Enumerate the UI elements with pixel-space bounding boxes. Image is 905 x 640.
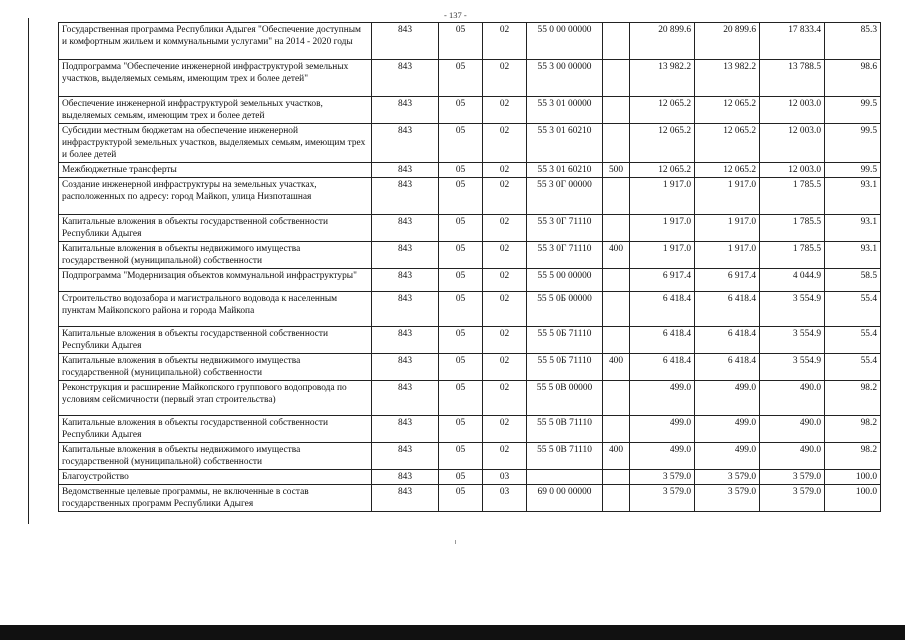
budget-table [58, 22, 881, 512]
cell-planned: 1 917.0 [630, 215, 695, 242]
cell-planned: 499.0 [630, 443, 695, 470]
cell-executed: 1 785.5 [760, 178, 825, 215]
cell-executed: 3 579.0 [760, 485, 825, 512]
cell-planned: 3 579.0 [630, 485, 695, 512]
cell-section: 05 [439, 242, 483, 269]
cell-section: 05 [439, 292, 483, 327]
cell-expense-type [603, 60, 630, 97]
cell-subsection: 03 [483, 485, 527, 512]
cell-ministry: 843 [372, 124, 439, 163]
cell-subsection: 02 [483, 354, 527, 381]
table-row [59, 269, 881, 292]
cell-name: Подпрограмма "Модернизация объектов коммунальной инфраструктуры" [59, 269, 372, 292]
cell-target-article [527, 470, 603, 485]
cell-name: Капитальные вложения в объекты недвижимого имущества государственной (муниципальной) собственности [59, 443, 372, 470]
cell-expense-type [603, 327, 630, 354]
cell-target-article: 55 3 0Г 00000 [527, 178, 603, 215]
cell-executed: 490.0 [760, 416, 825, 443]
cell-expense-type [603, 485, 630, 512]
cell-refined: 6 418.4 [695, 292, 760, 327]
cell-ministry: 843 [372, 23, 439, 60]
cell-name: Капитальные вложения в объекты государственной собственности Республики Адыгея [59, 327, 372, 354]
cell-expense-type [603, 269, 630, 292]
cell-subsection: 02 [483, 327, 527, 354]
cell-planned: 3 579.0 [630, 470, 695, 485]
cell-expense-type [603, 215, 630, 242]
cell-ministry: 843 [372, 269, 439, 292]
table-row [59, 485, 881, 512]
cell-percent: 58.5 [825, 269, 881, 292]
cell-expense-type [603, 381, 630, 416]
cell-expense-type [603, 124, 630, 163]
cell-refined: 499.0 [695, 416, 760, 443]
cell-name: Капитальные вложения в объекты недвижимого имущества государственной (муниципальной) собственности [59, 242, 372, 269]
cell-target-article: 55 3 01 60210 [527, 163, 603, 178]
cell-planned: 12 065.2 [630, 163, 695, 178]
cell-executed: 1 785.5 [760, 242, 825, 269]
cell-ministry: 843 [372, 416, 439, 443]
cell-ministry: 843 [372, 443, 439, 470]
cell-refined: 12 065.2 [695, 124, 760, 163]
cell-planned: 6 418.4 [630, 327, 695, 354]
cell-target-article: 55 3 0Г 71110 [527, 242, 603, 269]
table-row [59, 416, 881, 443]
cell-expense-type: 400 [603, 443, 630, 470]
cell-subsection: 02 [483, 416, 527, 443]
table-row [59, 242, 881, 269]
cell-target-article: 55 3 01 00000 [527, 97, 603, 124]
cell-refined: 12 065.2 [695, 97, 760, 124]
cell-name: Капитальные вложения в объекты государственной собственности Республики Адыгея [59, 215, 372, 242]
cell-refined: 13 982.2 [695, 60, 760, 97]
cell-percent: 98.2 [825, 443, 881, 470]
cell-executed: 490.0 [760, 381, 825, 416]
cell-planned: 6 418.4 [630, 354, 695, 381]
cell-refined: 6 418.4 [695, 327, 760, 354]
cell-section: 05 [439, 416, 483, 443]
cell-section: 05 [439, 443, 483, 470]
cell-subsection: 03 [483, 470, 527, 485]
cell-target-article: 55 0 00 00000 [527, 23, 603, 60]
margin-rule [28, 18, 29, 524]
table-row [59, 354, 881, 381]
cell-subsection: 02 [483, 124, 527, 163]
table-body [59, 23, 881, 512]
table-row [59, 470, 881, 485]
cell-percent: 85.3 [825, 23, 881, 60]
cell-ministry: 843 [372, 178, 439, 215]
cell-refined: 12 065.2 [695, 163, 760, 178]
table-row [59, 292, 881, 327]
cell-ministry: 843 [372, 163, 439, 178]
cell-planned: 12 065.2 [630, 97, 695, 124]
cell-executed: 3 579.0 [760, 470, 825, 485]
cell-ministry: 843 [372, 97, 439, 124]
cell-percent: 99.5 [825, 124, 881, 163]
table-row [59, 178, 881, 215]
cell-expense-type [603, 178, 630, 215]
cell-name: Капитальные вложения в объекты государственной собственности Республики Адыгея [59, 416, 372, 443]
cell-refined: 6 917.4 [695, 269, 760, 292]
cell-ministry: 843 [372, 485, 439, 512]
cell-ministry: 843 [372, 292, 439, 327]
cell-expense-type [603, 470, 630, 485]
cell-subsection: 02 [483, 443, 527, 470]
cell-target-article: 55 5 0В 00000 [527, 381, 603, 416]
cell-refined: 1 917.0 [695, 215, 760, 242]
cell-target-article: 55 3 00 00000 [527, 60, 603, 97]
cell-ministry: 843 [372, 215, 439, 242]
cell-subsection: 02 [483, 60, 527, 97]
cell-executed: 17 833.4 [760, 23, 825, 60]
cell-planned: 20 899.6 [630, 23, 695, 60]
cell-percent: 93.1 [825, 178, 881, 215]
cell-refined: 499.0 [695, 443, 760, 470]
cell-expense-type [603, 97, 630, 124]
cell-target-article: 55 3 01 60210 [527, 124, 603, 163]
cell-name: Благоустройство [59, 470, 372, 485]
cell-executed: 3 554.9 [760, 327, 825, 354]
table-row [59, 124, 881, 163]
cell-section: 05 [439, 327, 483, 354]
cell-executed: 12 003.0 [760, 163, 825, 178]
cell-name: Капитальные вложения в объекты недвижимого имущества государственной (муниципальной) собственности [59, 354, 372, 381]
cell-percent: 100.0 [825, 485, 881, 512]
cell-executed: 3 554.9 [760, 292, 825, 327]
cell-target-article: 55 5 0В 71110 [527, 443, 603, 470]
cell-name: Создание инженерной инфраструктуры на земельных участках, расположенных по адресу: город Майкоп, улица Низпоташная [59, 178, 372, 215]
cell-subsection: 02 [483, 163, 527, 178]
cell-planned: 499.0 [630, 416, 695, 443]
cell-section: 05 [439, 124, 483, 163]
cell-section: 05 [439, 178, 483, 215]
cell-name: Государственная программа Республики Адыгея "Обеспечение доступным и комфортным жильем и коммунальными услугами" на 2014 - 2020 годы [59, 23, 372, 60]
cell-expense-type: 400 [603, 242, 630, 269]
cell-section: 05 [439, 354, 483, 381]
cell-refined: 20 899.6 [695, 23, 760, 60]
cell-subsection: 02 [483, 97, 527, 124]
cell-target-article: 55 5 0Б 71110 [527, 354, 603, 381]
cell-executed: 1 785.5 [760, 215, 825, 242]
cell-expense-type [603, 23, 630, 60]
cell-expense-type [603, 416, 630, 443]
cell-ministry: 843 [372, 470, 439, 485]
cell-refined: 6 418.4 [695, 354, 760, 381]
table-row [59, 97, 881, 124]
cell-section: 05 [439, 381, 483, 416]
cell-section: 05 [439, 163, 483, 178]
cell-percent: 55.4 [825, 354, 881, 381]
cell-expense-type: 400 [603, 354, 630, 381]
cell-target-article: 55 5 0Б 71110 [527, 327, 603, 354]
cell-name: Реконструкция и расширение Майкопского группового водопровода по условиям сейсмичности (первый этап строительства) [59, 381, 372, 416]
cell-subsection: 02 [483, 178, 527, 215]
cell-subsection: 02 [483, 215, 527, 242]
cell-refined: 499.0 [695, 381, 760, 416]
cell-percent: 98.2 [825, 381, 881, 416]
cell-name: Межбюджетные трансферты [59, 163, 372, 178]
table-row [59, 163, 881, 178]
table-row [59, 60, 881, 97]
cell-planned: 12 065.2 [630, 124, 695, 163]
cell-refined: 3 579.0 [695, 470, 760, 485]
cell-percent: 99.5 [825, 97, 881, 124]
cell-executed: 12 003.0 [760, 124, 825, 163]
cell-refined: 1 917.0 [695, 178, 760, 215]
cell-target-article: 55 5 00 00000 [527, 269, 603, 292]
cell-subsection: 02 [483, 269, 527, 292]
cell-name: Подпрограмма "Обеспечение инженерной инфраструктурой земельных участков, выделяемых семьям, имеющим трех и более детей" [59, 60, 372, 97]
cell-name: Ведомственные целевые программы, не включенные в состав государственных программ Республики Адыгея [59, 485, 372, 512]
cell-name: Строительство водозабора и магистрального водовода к населенным пунктам Майкопского района и города Майкопа [59, 292, 372, 327]
table-row [59, 381, 881, 416]
cell-percent: 93.1 [825, 242, 881, 269]
cell-section: 05 [439, 97, 483, 124]
cell-refined: 3 579.0 [695, 485, 760, 512]
cell-planned: 1 917.0 [630, 242, 695, 269]
cell-expense-type: 500 [603, 163, 630, 178]
cell-percent: 98.2 [825, 416, 881, 443]
cell-ministry: 843 [372, 327, 439, 354]
scan-bottom-edge [0, 625, 905, 640]
cell-ministry: 843 [372, 242, 439, 269]
cell-target-article: 69 0 00 00000 [527, 485, 603, 512]
cell-ministry: 843 [372, 60, 439, 97]
cell-section: 05 [439, 215, 483, 242]
table-row [59, 23, 881, 60]
cell-expense-type [603, 292, 630, 327]
cell-subsection: 02 [483, 23, 527, 60]
cell-planned: 6 418.4 [630, 292, 695, 327]
cell-executed: 12 003.0 [760, 97, 825, 124]
scan-mark [455, 540, 456, 544]
cell-planned: 13 982.2 [630, 60, 695, 97]
table-row [59, 443, 881, 470]
cell-executed: 13 788.5 [760, 60, 825, 97]
cell-subsection: 02 [483, 381, 527, 416]
cell-percent: 55.4 [825, 327, 881, 354]
cell-percent: 55.4 [825, 292, 881, 327]
cell-target-article: 55 5 0Б 00000 [527, 292, 603, 327]
cell-section: 05 [439, 485, 483, 512]
cell-subsection: 02 [483, 292, 527, 327]
cell-target-article: 55 3 0Г 71110 [527, 215, 603, 242]
cell-executed: 490.0 [760, 443, 825, 470]
cell-section: 05 [439, 60, 483, 97]
cell-executed: 3 554.9 [760, 354, 825, 381]
cell-planned: 499.0 [630, 381, 695, 416]
page-number: - 137 - [444, 10, 467, 20]
cell-section: 05 [439, 23, 483, 60]
cell-name: Субсидии местным бюджетам на обеспечение инженерной инфраструктурой земельных участков, выделяемых семьям, имеющим трех и более детей [59, 124, 372, 163]
table-row [59, 215, 881, 242]
cell-section: 05 [439, 269, 483, 292]
table-row [59, 327, 881, 354]
cell-subsection: 02 [483, 242, 527, 269]
cell-percent: 99.5 [825, 163, 881, 178]
cell-percent: 98.6 [825, 60, 881, 97]
cell-name: Обеспечение инженерной инфраструктурой земельных участков, выделяемых семьям, имеющим трех и более детей [59, 97, 372, 124]
cell-percent: 93.1 [825, 215, 881, 242]
cell-planned: 1 917.0 [630, 178, 695, 215]
cell-executed: 4 044.9 [760, 269, 825, 292]
cell-planned: 6 917.4 [630, 269, 695, 292]
cell-target-article: 55 5 0В 71110 [527, 416, 603, 443]
cell-section: 05 [439, 470, 483, 485]
cell-ministry: 843 [372, 381, 439, 416]
cell-ministry: 843 [372, 354, 439, 381]
cell-refined: 1 917.0 [695, 242, 760, 269]
cell-percent: 100.0 [825, 470, 881, 485]
